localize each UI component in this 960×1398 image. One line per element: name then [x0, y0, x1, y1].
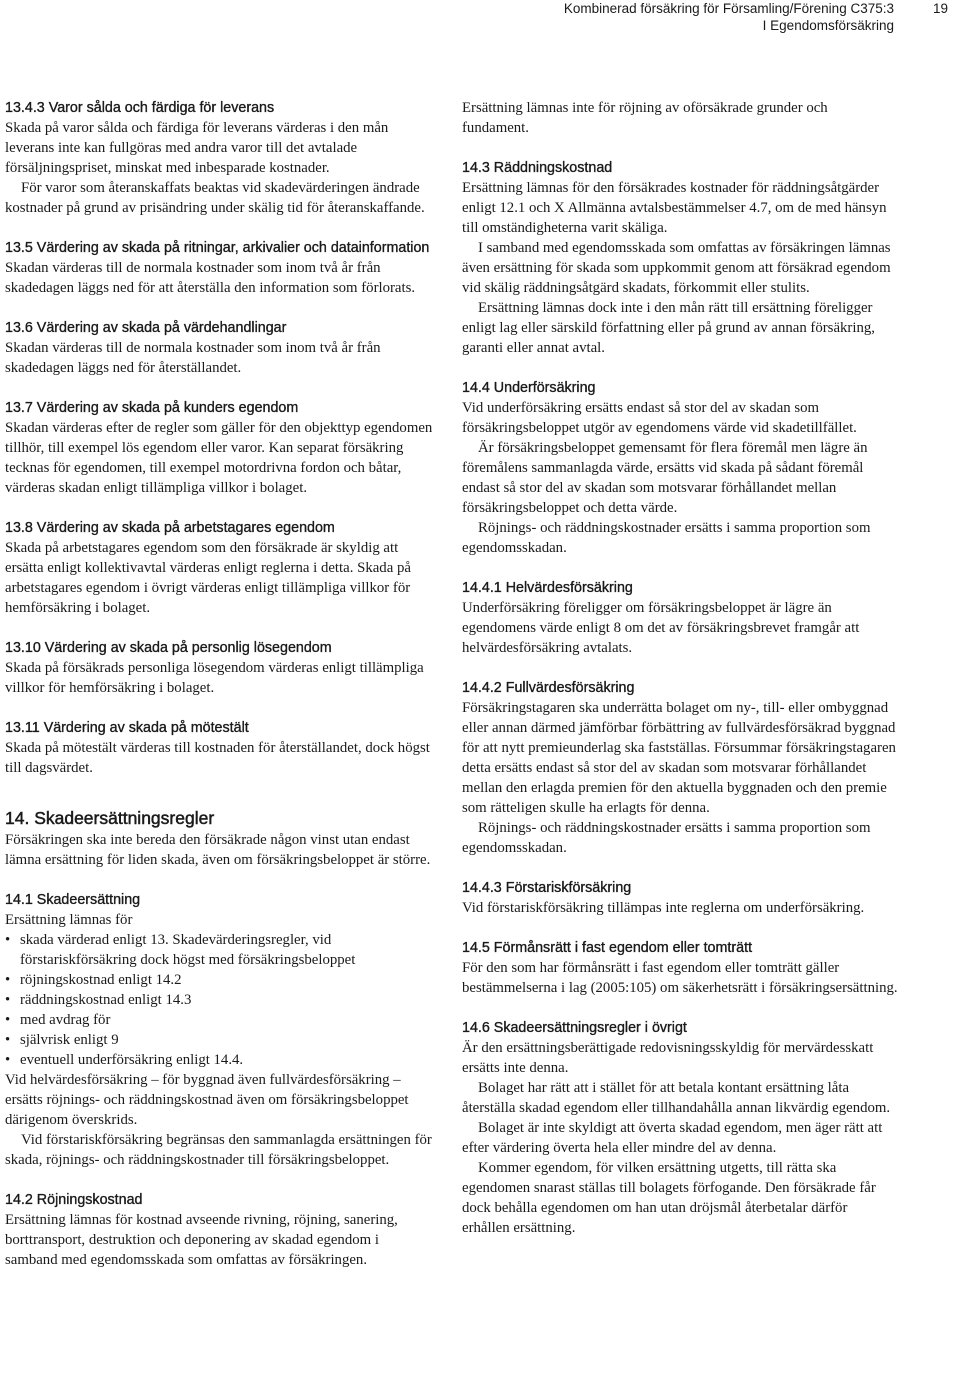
paragraph: Vid underförsäkring ersätts endast så stor del av skadan som försäkringsbeloppet utgör av egendomens värde vid skadetillfället. — [462, 400, 857, 436]
page-number: 19 — [932, 1, 948, 16]
section-14-5 — [462, 938, 898, 998]
section-13-5 — [5, 238, 435, 298]
section-13-4-3 — [5, 98, 435, 218]
paragraph: Bolaget har rätt att i stället för att betala kontant ersättning låta återställa skadad egendom eller tillhandahålla annan likvärdig egendom. — [462, 1080, 891, 1116]
paragraph: Underförsäkring föreligger om försäkringsbeloppet är lägre än egendomens värde enligt 8 om det av försäkringsbrevet framgår att helvärdesförsäkring avtalats. — [462, 600, 860, 656]
paragraph: Ersättning lämnas för den försäkrades kostnader för räddningsåtgärder enligt 12.1 och X Allmänna avtalsbestämmelser 4.7, om de med hänsyn till omständigheterna varit skäliga. — [462, 180, 887, 236]
section-heading: 14.4.1 Helvärdesförsäkring — [462, 580, 633, 596]
section-heading: 14.6 Skadeersättningsregler i övrigt — [462, 1020, 687, 1036]
section-13-10 — [5, 638, 435, 698]
section-heading: 14.5 Förmånsrätt i fast egendom eller tomträtt — [462, 940, 753, 956]
bullet-list — [5, 930, 435, 1070]
page-header — [0, 0, 960, 40]
paragraph: För varor som återanskaffats beaktas vid skadevärderingen ändrade kostnader på grund av prisändring under skälig tid för återanskaffande. — [5, 180, 425, 216]
section-14-2-continued — [462, 98, 898, 138]
section-heading: 13.11 Värdering av skada på mötestält — [5, 720, 249, 736]
section-heading: 13.8 Värdering av skada på arbetstagares egendom — [5, 520, 335, 536]
section-14-6 — [462, 1018, 898, 1238]
paragraph: För den som har förmånsrätt i fast egendom eller tomträtt gäller bestämmelserna i lag (2005:105) om säkerhetsrätt i försäkringsersättning. — [462, 960, 898, 996]
section-13-6 — [5, 318, 435, 378]
section-14-3 — [462, 158, 898, 358]
list-item: • med avdrag för — [5, 1010, 435, 1030]
header-line-2: I Egendomsförsäkring — [762, 17, 894, 33]
list-item: • röjningskostnad enligt 14.2 — [5, 970, 435, 990]
paragraph: Kommer egendom, för vilken ersättning utgetts, till rätta ska egendomen snarast ställas till bolagets förfogande. Den försäkrade får dock behålla egendomen om han utan dröjsmål återbetalar därför erhållen ersättning. — [462, 1160, 876, 1236]
paragraph: Skadan värderas efter de regler som gäller för den objekttyp egendomen tillhör, till exempel lös egendom eller varor. Kan separat försäkring tecknas för egendomen, till exempel motordrivna fordon och båtar, värderas skadan enligt tillämpliga villkor i bolaget. — [5, 420, 433, 496]
section-heading: 13.7 Värdering av skada på kunders egendom — [5, 400, 299, 416]
section-heading: 14.4.3 Förstariskförsäkring — [462, 880, 632, 896]
header-line-1: Kombinerad försäkring för Församling/Förening C375:3 — [563, 1, 894, 16]
section-14-1 — [5, 890, 435, 1170]
section-13-11 — [5, 718, 435, 778]
section-heading: 13.10 Värdering av skada på personlig lösegendom — [5, 640, 332, 656]
paragraph: Vid förstariskförsäkring begränsas den sammanlagda ersättningen för skada, röjnings- och räddningskostnader till försäkringsbeloppet. — [5, 1132, 432, 1168]
list-item: • självrisk enligt 9 — [5, 1030, 435, 1050]
paragraph: Ersättning lämnas dock inte i den mån rätt till ersättning föreligger enligt lag eller särskild författning eller på grund av annan försäkring, garanti eller annat avtal. — [462, 300, 875, 356]
paragraph: Röjnings- och räddningskostnader ersätts i samma proportion som egendomsskadan. — [462, 820, 871, 856]
section-heading: 13.6 Värdering av skada på värdehandlingar — [5, 320, 287, 336]
section-13-7 — [5, 398, 435, 498]
paragraph: Bolaget är inte skyldigt att överta skadad egendom, men äger rätt att efter värdering överta hela eller mindre del av denna. — [462, 1120, 883, 1156]
section-14-4-2 — [462, 678, 898, 858]
section-heading: 14.1 Skadeersättning — [5, 892, 141, 908]
paragraph: Försäkringen ska inte bereda den försäkrade någon vinst utan endast lämna ersättning för liden skada, även om försäkringsbeloppet är större. — [5, 832, 431, 868]
section-14-2 — [5, 1190, 435, 1270]
section-heading: 14.2 Röjningskostnad — [5, 1192, 143, 1208]
paragraph: Skada på försäkrads personliga lösegendom värderas enligt tillämpliga villkor för hemförsäkring i bolaget. — [5, 660, 424, 696]
paragraph: Är den ersättningsberättigade redovisningsskyldig för mervärdesskatt ersätts inte denna. — [462, 1040, 874, 1076]
paragraph: Ersättning lämnas för kostnad avseende rivning, röjning, sanering, borttransport, destruktion och deponering av skadad egendom i samband med egendomsskada som omfattas av försäkringen. — [5, 1212, 398, 1268]
paragraph: I samband med egendomsskada som omfattas av försäkringen lämnas även ersättning för skada som uppkommit genom att försäkrad egendom vid skälig räddningsåtgärd skadats, förkommit eller stulits. — [462, 240, 891, 296]
paragraph: Försäkringstagaren ska underrätta bolaget om ny-, till- eller ombyggnad eller annan därmed jämförbar förbättring av fullvärdesförsäkrad byggnad för att nytt premieunderlag ska fastställas. Försummar försäkringstagaren detta ersätts endast så stor del av skadan som motsvarar förhållandet mellan den erlagda premien för den aktuella byggnaden och den premie som rätteligen skulle ha erlagts för denna. — [462, 700, 896, 816]
paragraph: Vid helvärdesförsäkring – för byggnad även fullvärdesförsäkring – ersätts röjnings- och räddningskostnad även om försäkringsbeloppet därigenom överskrids. — [5, 1072, 409, 1128]
section-14-4 — [462, 378, 898, 558]
paragraph: Skada på mötestält värderas till kostnaden för återställandet, dock högst till dagsvärdet. — [5, 740, 430, 776]
section-heading: 13.5 Värdering av skada på ritningar, arkivalier och datainformation — [5, 240, 430, 256]
paragraph: Skadan värderas till de normala kostnader som inom två år från skadedagen läggs ned för återställandet. — [5, 340, 381, 376]
chapter-heading: 14. Skadeersättningsregler — [5, 808, 215, 828]
paragraph: Skada på arbetstagares egendom som den försäkrade är skyldig att ersätta enligt kollektivavtal värderas enligt reglerna i detta. Skada på arbetstagares egendom i övrigt värderas enligt tillämpliga villkor för hemförsäkring i bolaget. — [5, 540, 411, 616]
paragraph: Röjnings- och räddningskostnader ersätts i samma proportion som egendomsskadan. — [462, 520, 871, 556]
paragraph: Skadan värderas till de normala kostnader som inom två år från skadedagen läggs ned för att återställa den information som förlorats. — [5, 260, 416, 296]
paragraph: Ersättning lämnas för — [5, 912, 133, 928]
list-item: • skada värderad enligt 13. Skadevärderingsregler, vid förstariskförsäkring dock högst med försäkringsbeloppet — [5, 930, 435, 970]
paragraph: Skada på varor sålda och färdiga för leverans värderas i den mån leverans inte kan fullgöras med andra varor till det avtalade försäljningspriset, minskat med inbesparade kostnader. — [5, 120, 389, 176]
section-14-4-3 — [462, 878, 898, 918]
section-heading: 14.3 Räddningskostnad — [462, 160, 613, 176]
section-heading: 13.4.3 Varor sålda och färdiga för leverans — [5, 100, 275, 116]
section-14 — [5, 806, 435, 870]
running-header — [564, 1, 894, 34]
section-13-8 — [5, 518, 435, 618]
paragraph: Vid förstariskförsäkring tillämpas inte reglerna om underförsäkring. — [462, 900, 865, 916]
section-heading: 14.4 Underförsäkring — [462, 380, 596, 396]
list-item: • räddningskostnad enligt 14.3 — [5, 990, 435, 1010]
paragraph: Är försäkringsbeloppet gemensamt för flera föremål men lägre än föremålens sammanlagda värde, ersätts vid skada på sådant föremål endast så stor del av skadan som motsvarar förhållandet mellan försäkringsbeloppet och detta värde. — [462, 440, 868, 516]
list-item: • eventuell underförsäkring enligt 14.4. — [5, 1050, 435, 1070]
section-14-4-1 — [462, 578, 898, 658]
right-column — [462, 98, 898, 1238]
section-heading: 14.4.2 Fullvärdesförsäkring — [462, 680, 635, 696]
paragraph: Ersättning lämnas inte för röjning av oförsäkrade grunder och fundament. — [462, 100, 828, 136]
left-column — [5, 98, 435, 1270]
